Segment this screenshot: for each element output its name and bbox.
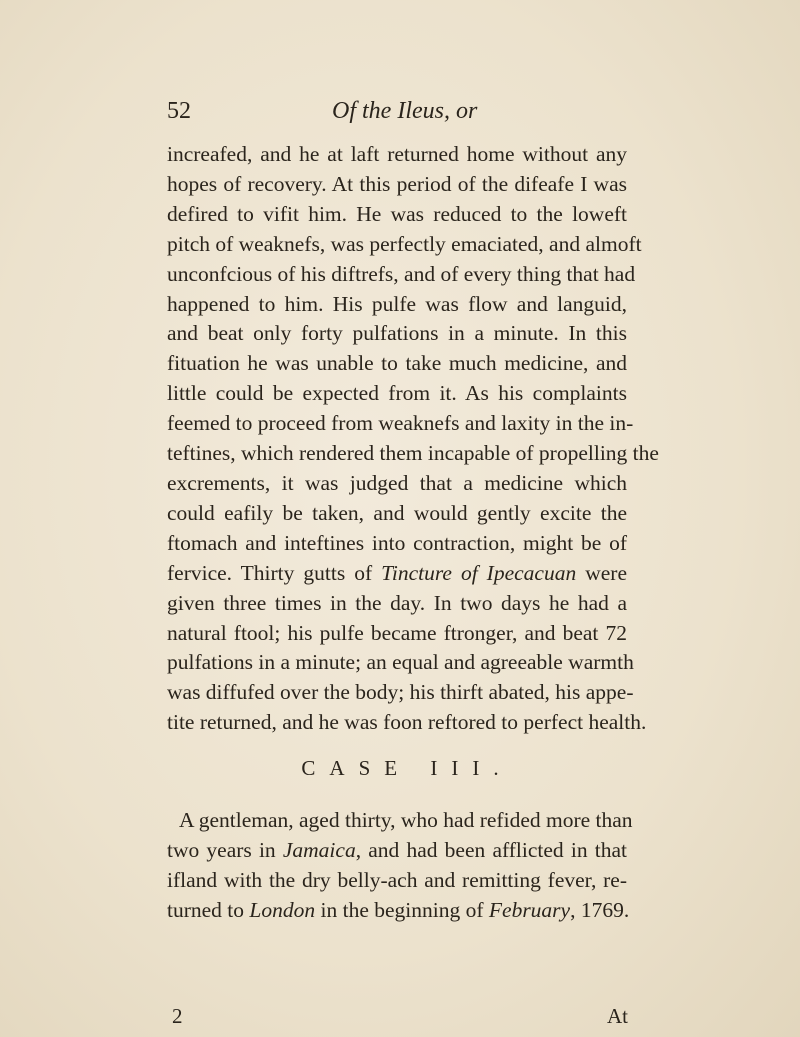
text-line: A gentleman, aged thirty, who had refided more than <box>179 808 633 833</box>
text-line: little could be expected from it. As his complaints <box>167 381 627 406</box>
text-line: pulfations in a minute; an equal and agreeable warmth <box>167 650 634 675</box>
text-line: natural ftool; his pulfe became ftronger, and beat 72 <box>167 620 627 645</box>
italic-place-london: London <box>249 897 316 922</box>
text-line: ifland with the dry belly-ach and remitting fever, re- <box>167 867 627 892</box>
text-fragment: fervice. Thirty gutts of <box>167 560 382 585</box>
text-line: teftines, which rendered them incapable of propelling the <box>167 441 659 466</box>
text-line: excrements, it was judged that a medicine which <box>167 470 627 495</box>
text-line: unconfcious of his diftrefs, and of every thing that had <box>167 261 636 286</box>
text-fragment: turned to <box>167 897 250 922</box>
text-line: hopes of recovery. At this period of the difeafe I was <box>167 171 627 196</box>
text-line: pitch of weaknefs, was perfectly emaciated, and almoft <box>167 231 642 256</box>
page-header <box>167 98 647 132</box>
text-line: and beat only forty pulfations in a minute. In this <box>167 321 627 346</box>
text-line: could eafily be taken, and would gently excite the <box>167 500 627 525</box>
text-line <box>167 836 627 866</box>
italic-month-february: February <box>488 897 571 922</box>
text-line <box>167 559 627 589</box>
text-line: was diffufed over the body; his thirft abated, his appe- <box>167 680 634 705</box>
text-line: feemed to proceed from weaknefs and laxity in the in- <box>167 411 634 436</box>
text-line: increafed, and he at laft returned home without any <box>167 142 627 166</box>
text-fragment: , and had been afflicted in that <box>355 837 627 862</box>
text-fragment: , 1769. <box>570 897 630 922</box>
paragraph-2 <box>167 806 633 926</box>
text-line: ftomach and inteftines into contraction, might be of <box>167 530 627 555</box>
text-fragment: two years in <box>167 837 283 862</box>
catchword: At <box>607 1004 628 1028</box>
text-line: tite returned, and he was foon reftored to perfect health. <box>167 710 647 735</box>
text-fragment: were <box>576 560 627 585</box>
body-text <box>167 140 659 926</box>
page-number: 52 <box>167 98 191 124</box>
italic-term-tincture: Tincture of Ipecacuan <box>381 560 577 585</box>
text-line <box>167 896 630 926</box>
italic-place-jamaica: Jamaica <box>282 837 356 862</box>
running-head: Of the Ileus, or <box>332 98 478 124</box>
text-line: defired to vifit him. He was reduced to the loweft <box>167 201 627 226</box>
text-line: given three times in the day. In two days he had a <box>167 590 627 615</box>
section-heading: CASE III. <box>301 756 513 781</box>
text-fragment: in the beginning of <box>315 897 489 922</box>
text-line: happened to him. His pulfe was flow and languid, <box>167 291 627 316</box>
signature-mark: 2 <box>172 1004 183 1028</box>
paragraph-1 <box>167 140 659 738</box>
text-line: fituation he was unable to take much medicine, and <box>167 351 627 376</box>
